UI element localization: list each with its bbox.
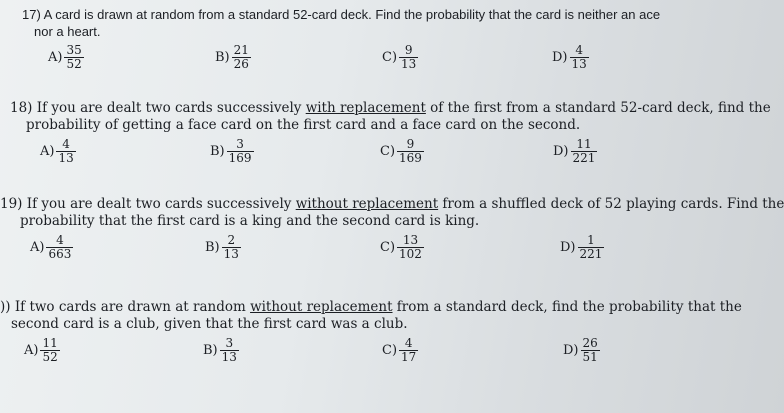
q19-option-a[interactable] bbox=[30, 234, 73, 261]
option-label: D) bbox=[560, 240, 576, 255]
q20-option-c[interactable] bbox=[382, 337, 418, 364]
fraction: $\frac{21}{26}$ bbox=[233, 43, 249, 71]
fraction: $\frac{11}{221}$ bbox=[572, 137, 596, 165]
question-17 bbox=[22, 6, 660, 40]
option-label: A) bbox=[30, 240, 45, 255]
question-17-line-1: 17) A card is drawn at random from a standard 52-card deck. Find the probability that the card is neither an ace bbox=[22, 7, 661, 22]
emphasis-underline: without replacement bbox=[295, 196, 439, 212]
option-label: B) bbox=[215, 50, 230, 65]
q19-option-c[interactable] bbox=[380, 234, 424, 261]
option-label: B) bbox=[205, 240, 220, 255]
option-label: C) bbox=[382, 343, 398, 358]
option-label: C) bbox=[382, 50, 398, 65]
option-label: B) bbox=[203, 343, 218, 358]
q20-option-b[interactable] bbox=[203, 337, 239, 364]
fraction: $\frac{4}{13}$ bbox=[571, 43, 587, 71]
fraction: $\frac{4}{13}$ bbox=[58, 137, 74, 165]
fraction: $\frac{4}{17}$ bbox=[401, 336, 417, 364]
option-label: A) bbox=[40, 144, 55, 159]
option-label: D) bbox=[563, 343, 579, 358]
fraction: $\frac{13}{102}$ bbox=[399, 233, 422, 261]
q20-option-d[interactable] bbox=[563, 337, 600, 364]
question-19-line-2: probability that the first card is a king and the second card is king. bbox=[20, 213, 480, 229]
fraction: $\frac{3}{169}$ bbox=[228, 137, 252, 165]
option-label: A) bbox=[48, 50, 63, 65]
question-19 bbox=[0, 196, 784, 230]
fraction: $\frac{1}{221}$ bbox=[579, 233, 603, 261]
q18-option-b[interactable] bbox=[210, 138, 254, 165]
question-20 bbox=[0, 299, 742, 333]
question-18 bbox=[10, 100, 771, 134]
q18-option-a[interactable] bbox=[40, 138, 76, 165]
question-20-line-1: )) If two cards are drawn at random without replacement from a standard deck, find the probability that the bbox=[0, 299, 742, 315]
q20-option-a[interactable] bbox=[24, 337, 60, 364]
question-20-line-2: second card is a club, given that the first card was a club. bbox=[11, 316, 408, 332]
option-label: D) bbox=[552, 50, 568, 65]
emphasis-underline: with replacement bbox=[305, 100, 426, 116]
q17-option-d[interactable] bbox=[552, 44, 589, 71]
fraction: $\frac{9}{169}$ bbox=[399, 137, 422, 165]
q19-option-d[interactable] bbox=[560, 234, 604, 261]
fraction: $\frac{26}{51}$ bbox=[582, 336, 598, 364]
fraction: $\frac{4}{663}$ bbox=[48, 233, 72, 261]
question-18-line-1: 18) If you are dealt two cards successively with replacement of the first from a standard 52-card deck, find the bbox=[10, 100, 771, 116]
option-label: D) bbox=[553, 144, 569, 159]
fraction: $\frac{35}{52}$ bbox=[66, 43, 82, 71]
fraction: $\frac{11}{52}$ bbox=[42, 336, 58, 364]
q17-option-b[interactable] bbox=[215, 44, 251, 71]
q17-option-a[interactable] bbox=[48, 44, 84, 71]
question-18-line-2: probability of getting a face card on the first card and a face card on the second. bbox=[26, 117, 581, 133]
option-label: B) bbox=[210, 144, 225, 159]
option-label: C) bbox=[380, 240, 396, 255]
fraction: $\frac{2}{13}$ bbox=[223, 233, 239, 261]
emphasis-underline: without replacement bbox=[250, 299, 393, 315]
q18-option-c[interactable] bbox=[380, 138, 424, 165]
question-17-line-2: nor a heart. bbox=[34, 24, 101, 39]
q18-option-d[interactable] bbox=[553, 138, 597, 165]
question-19-line-1: 19) If you are dealt two cards successively without replacement from a shuffled deck of 52 playing cards. Find the bbox=[0, 196, 784, 212]
fraction: $\frac{3}{13}$ bbox=[221, 336, 237, 364]
option-label: C) bbox=[380, 144, 396, 159]
option-label: A) bbox=[24, 343, 39, 358]
q17-option-c[interactable] bbox=[382, 44, 418, 71]
fraction: $\frac{9}{13}$ bbox=[401, 43, 417, 71]
q19-option-b[interactable] bbox=[205, 234, 241, 261]
